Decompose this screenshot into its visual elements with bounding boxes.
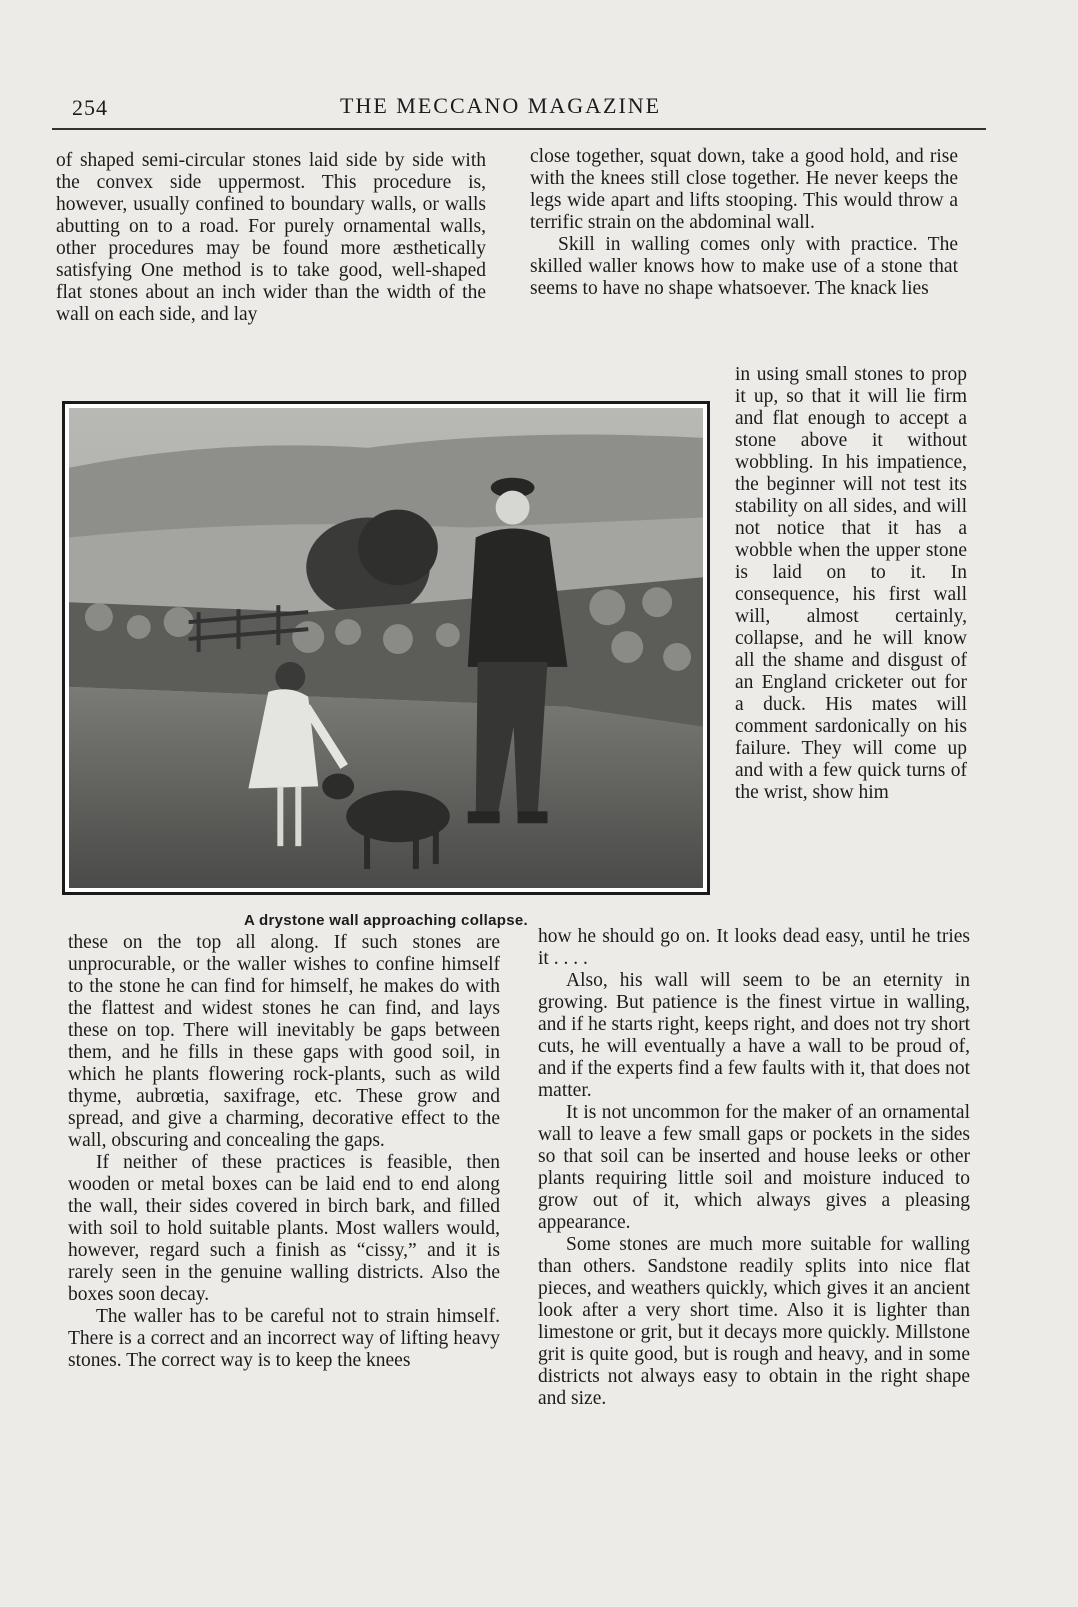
magazine-title: THE MECCANO MAGAZINE bbox=[340, 93, 662, 118]
paragraph: It is not uncommon for the maker of an ornamental wall to leave a few small gaps or pockets in the sides so that soil can be inserted and house leeks or other plants requiring little soil and moisture induced to grow out of it, which always gives a pleasing appearance. bbox=[538, 1102, 970, 1233]
drystone-wall-photo bbox=[69, 408, 703, 888]
left-column-bottom bbox=[68, 932, 500, 1372]
paragraph: close together, squat down, take a good hold, and rise with the knees still close together. He never keeps the legs wide apart and lifts stooping. This would throw a terrific strain on the abdominal wall. bbox=[530, 146, 958, 233]
header-rule bbox=[52, 128, 986, 130]
photo-caption: A drystone wall approaching collapse. bbox=[244, 912, 528, 929]
paragraph: Also, his wall will seem to be an eternity in growing. But patience is the finest virtue in walling, and if he starts right, keeps right, and does not try short cuts, he will eventually a have a wall to be proud of, and if the experts find a few faults with it, that does not matter. bbox=[538, 970, 970, 1101]
paragraph: these on the top all along. If such stones are unprocurable, or the waller wishes to confine himself to the stone he can find for himself, he makes do with the flattest and widest stones he can find, and lays these on top. There will inevitably be gaps between them, and he fills in these gaps with good soil, in which he plants flowering rock-plants, such as wild thyme, aubrœtia, saxifrage, etc. These grow and spread, and give a charming, decorative effect to the wall, obscuring and concealing the gaps. bbox=[68, 932, 500, 1151]
left-column-top bbox=[56, 150, 486, 326]
right-column-top bbox=[530, 146, 958, 300]
paragraph: of shaped semi-circular stones laid side by side with the convex side uppermost. This procedure is, however, usually confined to boundary walls, or walls abutting on to a road. For purely ornamental walls, other procedures may be found more æsthetically satisfying One method is to take good, well-shaped flat stones about an inch wider than the width of the wall on each side, and lay bbox=[56, 150, 486, 325]
photograph bbox=[62, 401, 710, 895]
paragraph: Some stones are much more suitable for walling than others. Sandstone readily splits into nice flat pieces, and weathers quickly, which gives it an ancient look after a very short time. Also it is lighter than limestone or grit, but it decays more quickly. Millstone grit is quite good, but is rough and heavy, and in some districts not always easy to obtain in the right shape and size. bbox=[538, 1234, 970, 1409]
right-column-bottom bbox=[538, 926, 970, 1410]
paragraph: If neither of these practices is feasible, then wooden or metal boxes can be laid end to end along the wall, their sides covered in birch bark, and filled with soil to hold suitable plants. Most wallers would, however, regard such a finish as “cissy,” and it is rarely seen in the genuine walling districts. Also the boxes soon decay. bbox=[68, 1152, 500, 1305]
paragraph: in using small stones to prop it up, so that it will lie firm and flat enough to accept a stone above it without wobbling. In his impatience, the beginner will not test its stability on all sides, and will not notice that it has a wobble when the upper stone is laid on to it. In consequence, his first wall will, almost certainly, collapse, and he will know all the shame and disgust of an England cricketer out for a duck. His mates will comment sardonically on his failure. They will come up and with a few quick turns of the wrist, show him bbox=[735, 364, 967, 803]
page-number: 254 bbox=[72, 95, 108, 120]
paragraph: The waller has to be careful not to strain himself. There is a correct and an incorrect way of lifting heavy stones. The correct way is to keep the knees bbox=[68, 1306, 500, 1371]
paragraph: Skill in walling comes only with practice. The skilled waller knows how to make use of a stone that seems to have no shape whatsoever. The knack lies bbox=[530, 234, 958, 299]
paragraph: how he should go on. It looks dead easy, until he tries it . . . . bbox=[538, 926, 970, 969]
right-column-narrow bbox=[735, 364, 967, 804]
